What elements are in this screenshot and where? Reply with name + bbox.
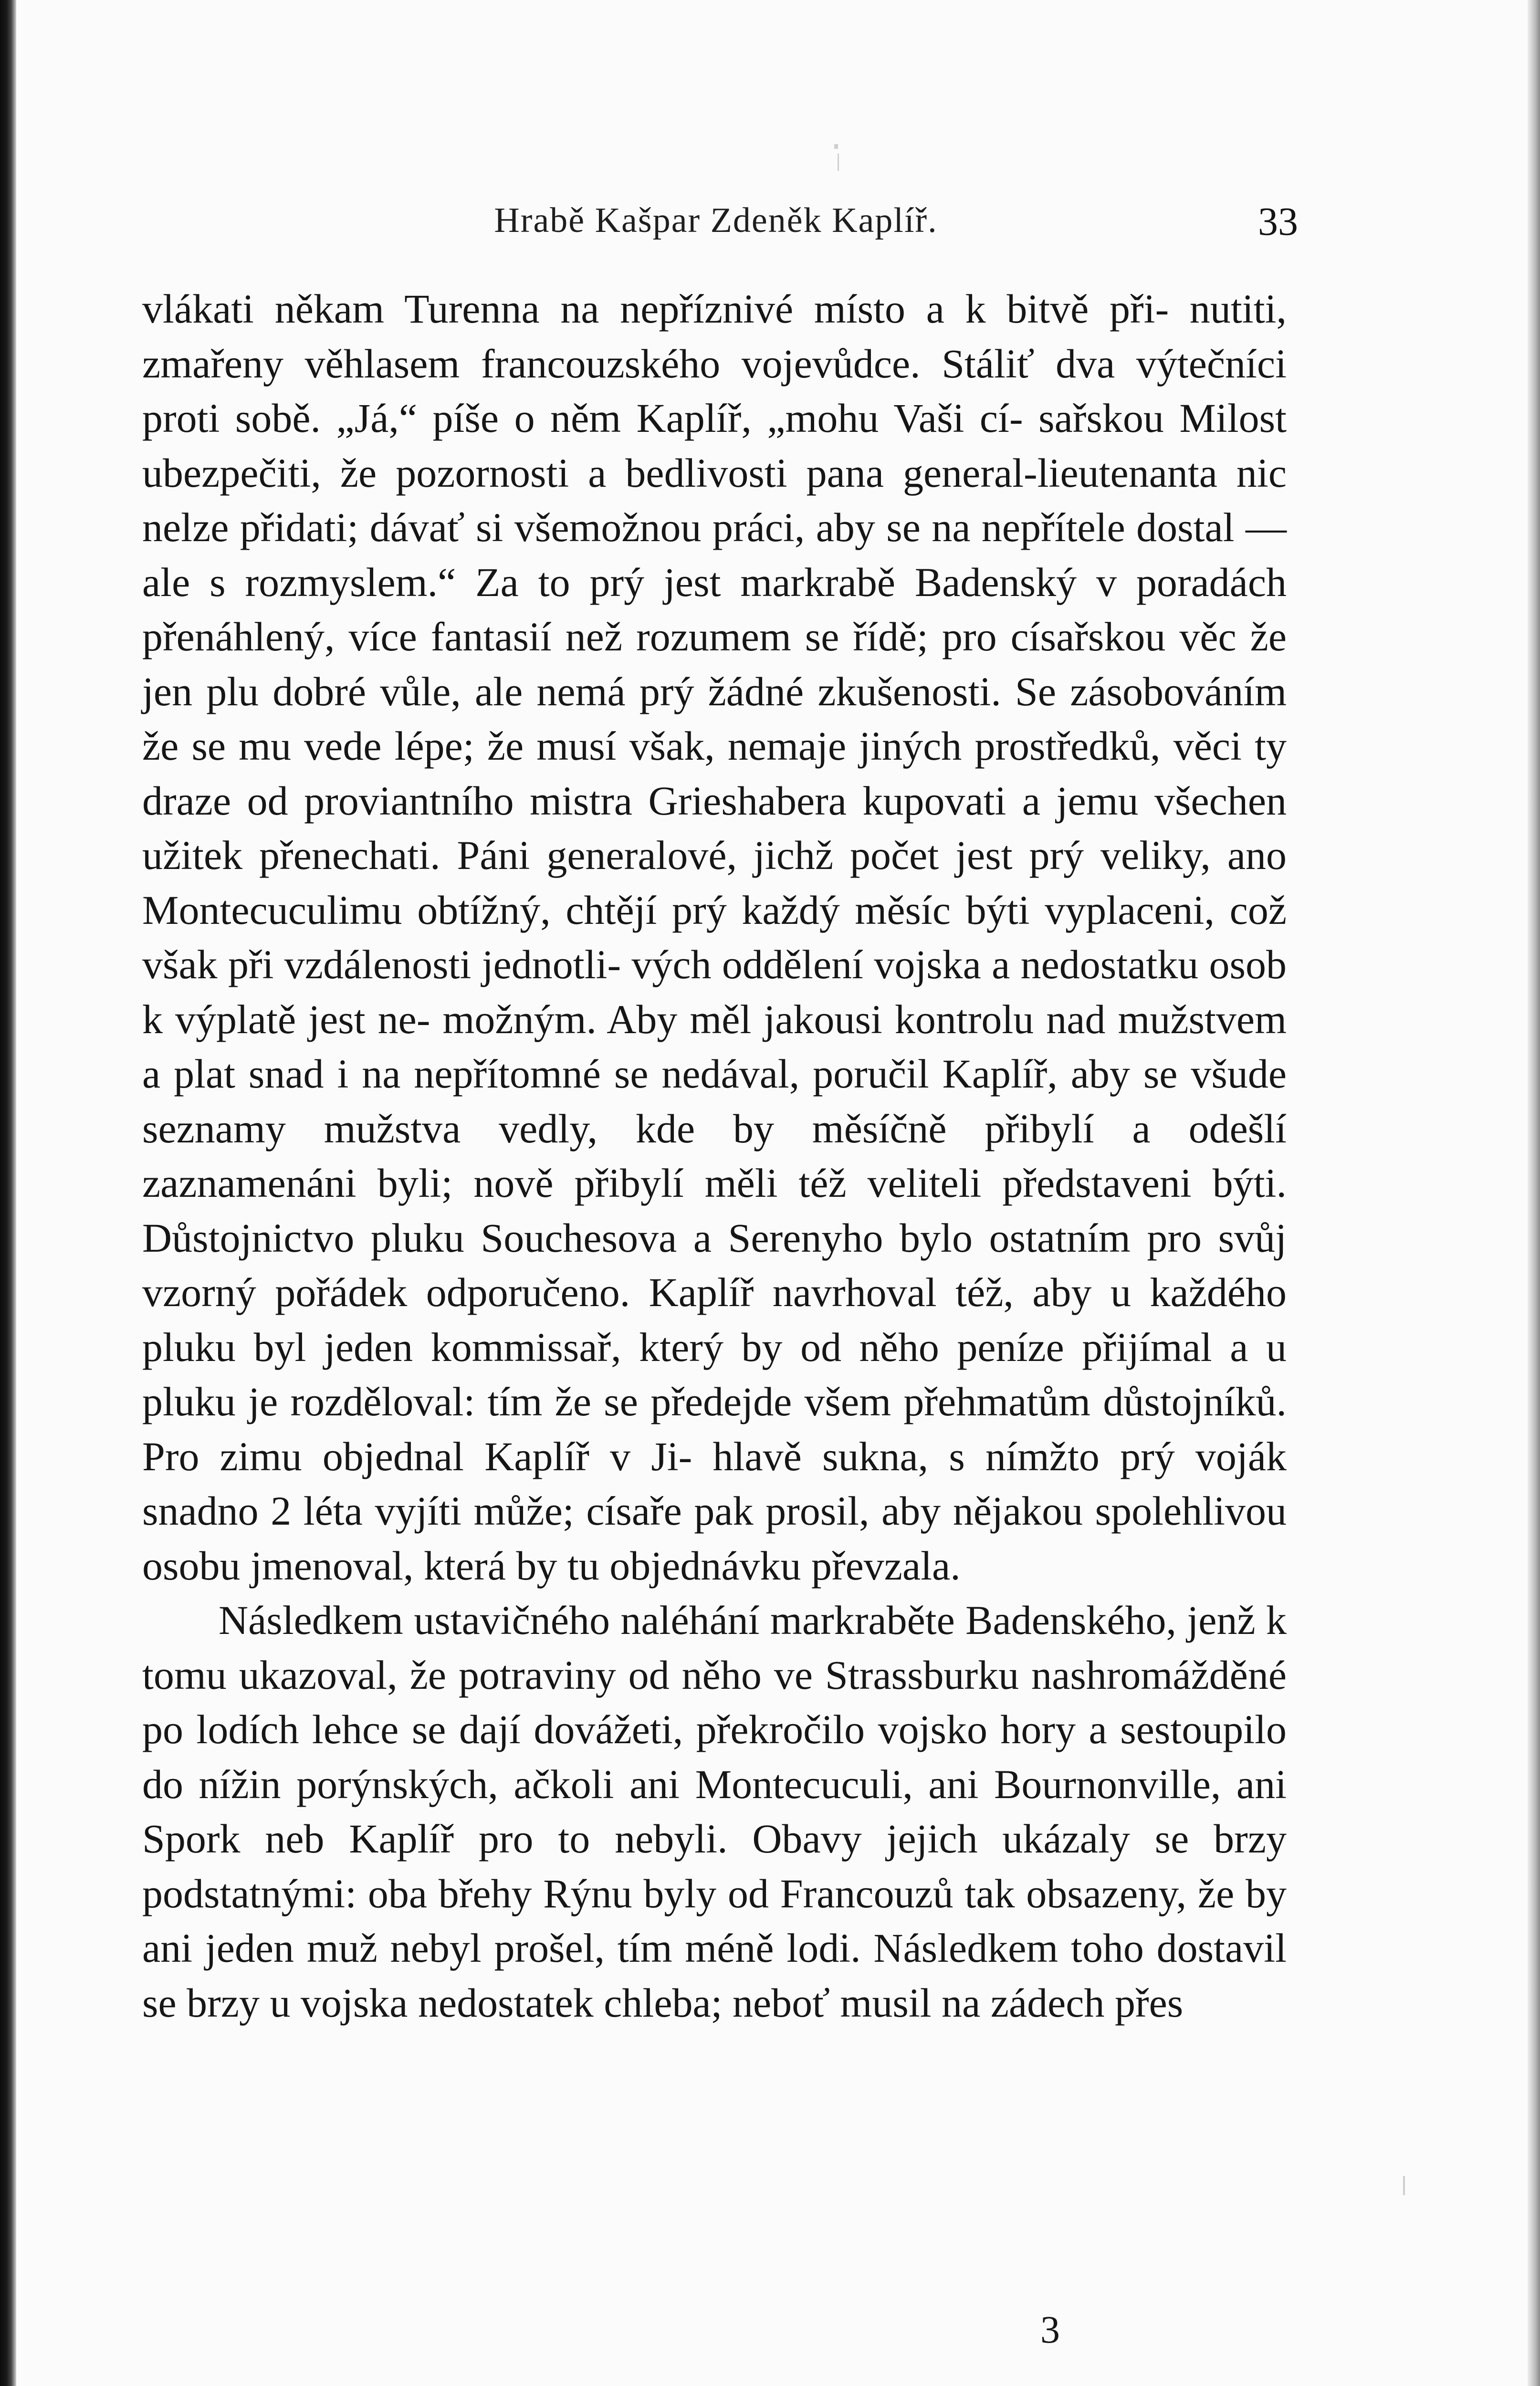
paragraph: vlákati někam Turenna na nepříznivé místo a k bitvě při- nutiti, zmařeny věhlasem francouzského vojevůdce. Stáliť dva výtečníci proti sobě. „Já,“ píše o něm Kaplíř, „mohu Vaši cí- sařskou Milost ubezpečiti, že pozornosti a bedlivosti pana general-lieutenanta nic nelze přidati; dávať si všemožnou práci, aby se na nepřítele dostal — ale s rozmyslem.“ Za to prý jest markrabě Badenský v poradách přenáhlený, více fantasií než rozumem se řídě; pro císařskou věc že jen plu dobré vůle, ale nemá prý žádné zkušenosti. Se zásobováním že se mu vede lépe; že musí však, nemaje jiných prostředků, věci ty draze od proviantního mistra Grieshabera kupovati a jemu všechen užitek přenechati. Páni generalové, jichž počet jest prý veliky, ano Montecuculimu obtížný, chtějí prý každý měsíc býti vyplaceni, což však při vzdálenosti jednotli- vých oddělení vojska a nedostatku osob k výplatě jest ne- možným. Aby měl jakousi kontrolu nad mužstvem a plat snad i na nepřítomné se nedával, poručil Kaplíř, aby se všude seznamy mužstva vedly, kde by měsíčně přibylí a odešlí zaznamenáni byli; nově přibylí měli též veliteli představeni býti. Důstojnictvo pluku Souchesova a Serenyho bylo ostatním pro svůj vzorný pořádek odporučeno. Kaplíř navrhoval též, aby u každého pluku byl jeden kommissař, který by od něho peníze přijímal a u pluku je rozděloval: tím že se předejde všem přehmatům důstojníků. Pro zimu objednal Kaplíř v Ji- hlavě sukna, s nímžto prý voják snadno 2 léta vyjíti může; císaře pak prosil, aby nějakou spolehlivou osobu jmenoval, která by tu objednávku převzala. xyxy=(142,286,1287,1589)
scan-speck xyxy=(1403,2176,1405,2195)
scan-shadow-left-edge xyxy=(0,0,16,2386)
page-number: 33 xyxy=(1258,199,1298,244)
scan-shadow-right-edge xyxy=(1528,0,1540,2386)
running-header xyxy=(134,191,1298,248)
scan-speck xyxy=(838,154,839,171)
body-text xyxy=(142,282,1287,2030)
scan-speck xyxy=(834,144,838,149)
paragraph: Následkem ustavičného naléhání markraběte Badenského, jenž k tomu ukazoval, že potraviny od něho ve Strassburku nashromážděné po lodích lehce se dají dovážeti, překročilo vojsko hory a sestoupilo do nížin porýnských, ačkoli ani Montecuculi, ani Bournonville, ani Spork neb Kaplíř pro to nebyli. Obavy jejich ukázaly se brzy podstatnými: oba břehy Rýnu byly od Francouzů tak obsazeny, že by ani jeden muž nebyl prošel, tím méně lodi. Následkem toho dostavil se brzy u vojska nedostatek chleba; neboť musil na zádech přes xyxy=(142,1597,1287,2026)
signature-mark: 3 xyxy=(1040,2308,1060,2351)
running-title: Hrabě Kašpar Zdeněk Kaplíř. xyxy=(494,201,938,240)
